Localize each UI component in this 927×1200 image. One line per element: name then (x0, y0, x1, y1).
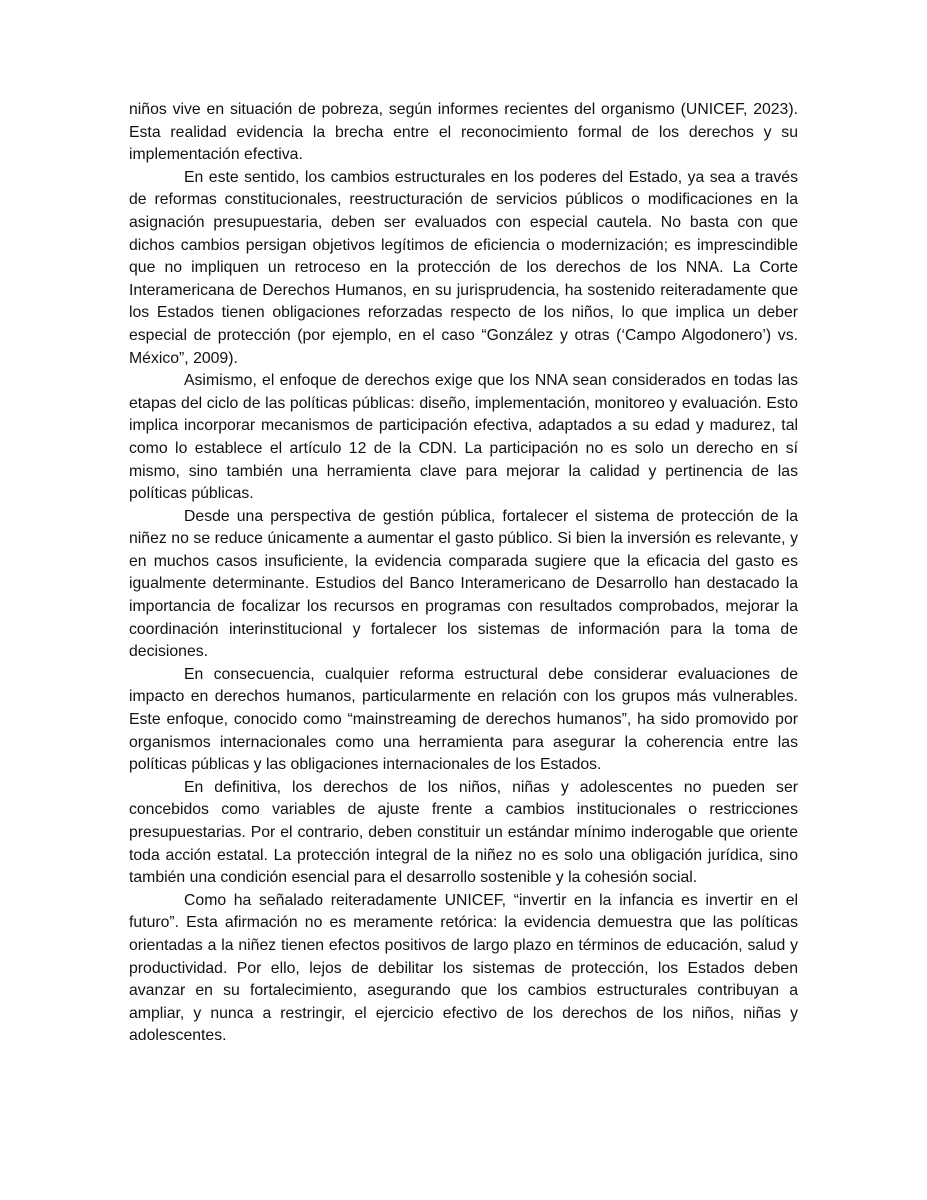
paragraph-structural-changes: En este sentido, los cambios estructurales en los poderes del Estado, ya sea a través de reformas constitucionales, reestructuración de servicios públicos o modificaciones en la asignación presupuestaria, deben ser evaluados con especial cautela. No basta con que dichos cambios persigan objetivos legítimos de eficiencia o modernización; es imprescindible que no impliquen un retroceso en la protección de los derechos de los NNA. La Corte Interamericana de Derechos Humanos, en su jurisprudencia, ha sostenido reiteradamente que los Estados tienen obligaciones reforzadas respecto de los niños, lo que implica un deber especial de protección (por ejemplo, en el caso “González y otras (‘Campo Algodonero’) vs. México”, 2009). (129, 168, 798, 367)
paragraph-unicef-quote: Como ha señalado reiteradamente UNICEF, “invertir en la infancia es invertir en el futuro”. Esta afirmación no es meramente retórica: la evidencia demuestra que las políticas orientadas a la niñez tienen efectos positivos de largo plazo en términos de educación, salud y productividad. Por ello, lejos de debilitar los sistemas de protección, los Estados deben avanzar en su fortalecimiento, asegurando que los cambios estructurales contribuyan a ampliar, y nunca a restringir, el ejercicio efectivo de los derechos de los niños, niñas y adolescentes. (129, 891, 798, 1045)
paragraph-continuation: niños vive en situación de pobreza, según informes recientes del organismo (UNICEF, 2023). Esta realidad evidencia la brecha entre el reconocimiento formal de los derechos y su implementación efectiva. (129, 101, 798, 164)
paragraph-rights-approach: Asimismo, el enfoque de derechos exige que los NNA sean considerados en todas las etapas del ciclo de las políticas públicas: diseño, implementación, monitoreo y evaluación. Esto implica incorporar mecanismos de participación efectiva, adaptados a su edad y madurez, tal como lo establece el artículo 12 de la CDN. La participación no es solo un derecho en sí mismo, sino también una herramienta clave para mejorar la calidad y pertinencia de las políticas públicas. (129, 372, 798, 503)
document-page (129, 99, 798, 1048)
paragraph-conclusion: En definitiva, los derechos de los niños, niñas y adolescentes no pueden ser concebidos como variables de ajuste frente a cambios institucionales o restricciones presupuestarias. Por el contrario, deben constituir un estándar mínimo inderogable que oriente toda acción estatal. La protección integral de la niñez no es solo una obligación jurídica, sino también una condición esencial para el desarrollo sostenible y la cohesión social. (129, 778, 798, 887)
paragraph-impact-evaluation: En consecuencia, cualquier reforma estructural debe considerar evaluaciones de impacto en derechos humanos, particularmente en relación con los grupos más vulnerables. Este enfoque, conocido como “mainstreaming de derechos humanos”, ha sido promovido por organismos internacionales como una herramienta para asegurar la coherencia entre las políticas públicas y las obligaciones internacionales de los Estados. (129, 665, 798, 774)
paragraph-public-management: Desde una perspectiva de gestión pública, fortalecer el sistema de protección de la niñez no se reduce únicamente a aumentar el gasto público. Si bien la inversión es relevante, y en muchos casos insuficiente, la evidencia comparada sugiere que la eficacia del gasto es igualmente determinante. Estudios del Banco Interamericano de Desarrollo han destacado la importancia de focalizar los recursos en programas con resultados comprobados, mejorar la coordinación interinstitucional y fortalecer los sistemas de información para la toma de decisiones. (129, 507, 798, 661)
